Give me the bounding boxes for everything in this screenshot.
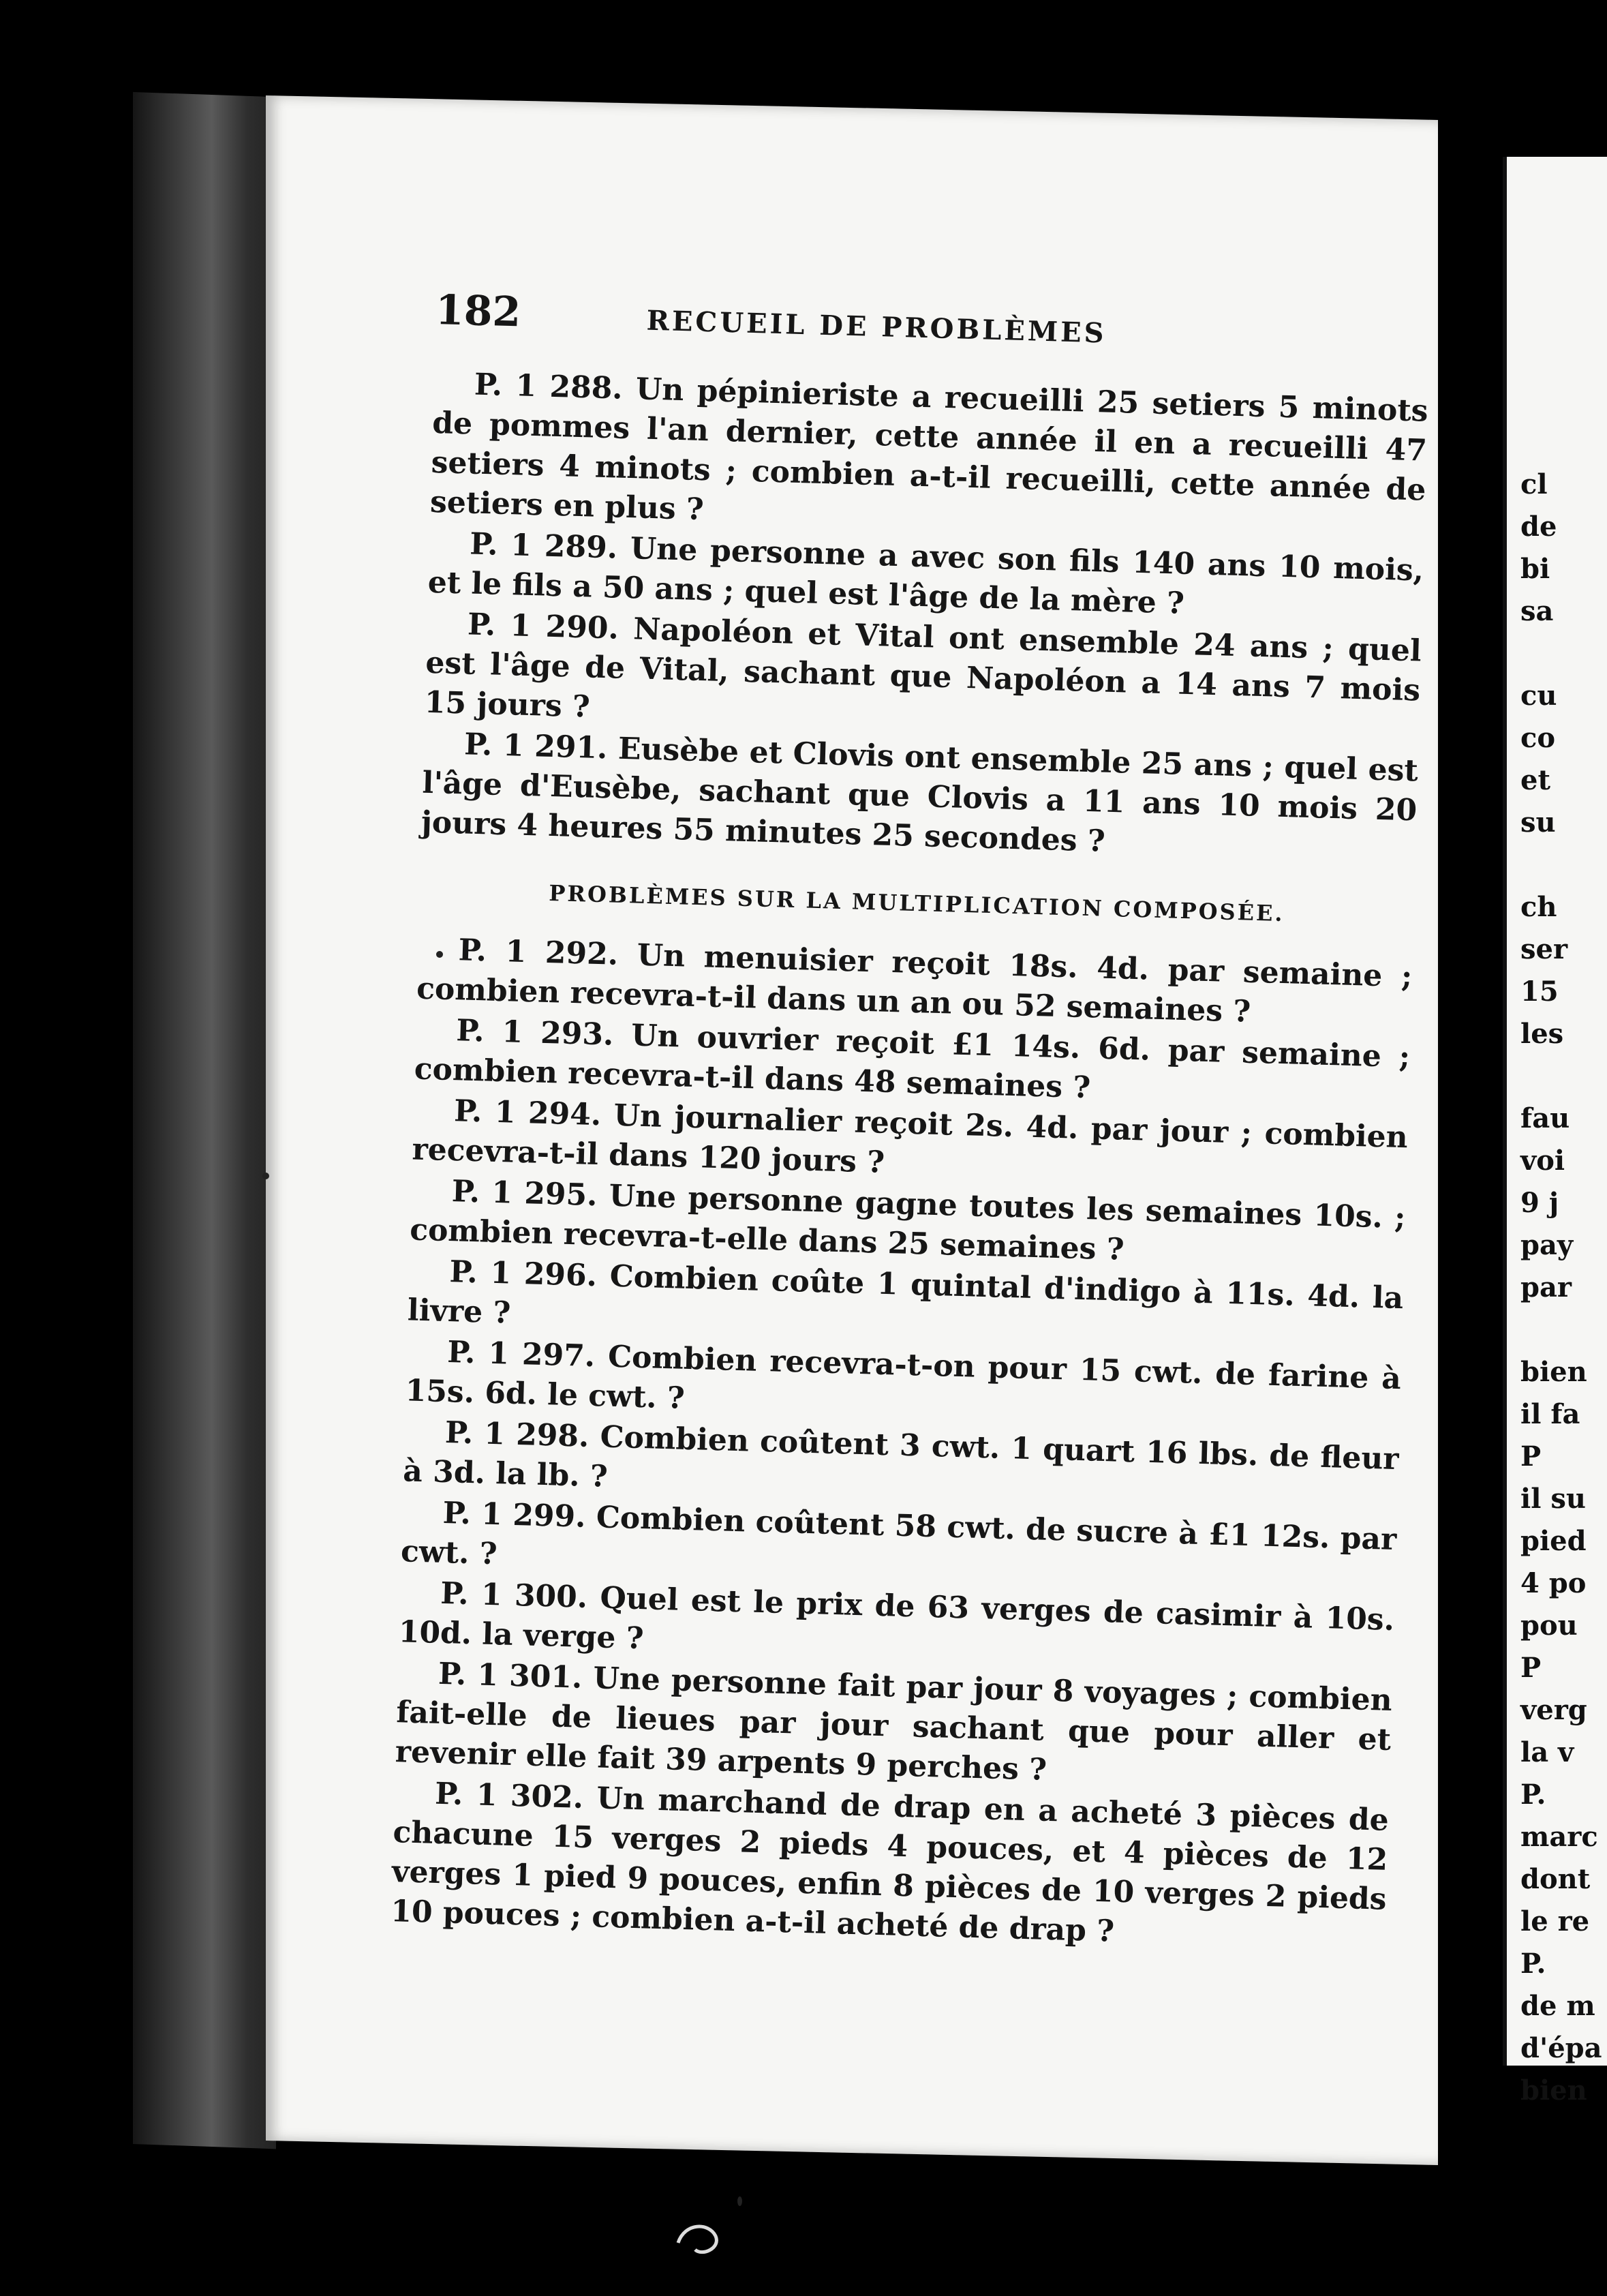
- facing-page-fragment: sa: [1520, 595, 1554, 627]
- facing-page-fragment: 9 j: [1520, 1187, 1559, 1219]
- facing-page-fragment: bi: [1520, 553, 1550, 585]
- facing-page-fragment: bien: [1520, 2074, 1587, 2106]
- facing-page-fragment: d'épa: [1520, 2032, 1602, 2064]
- facing-page-fragment: verg: [1520, 1694, 1587, 1726]
- page-content: [391, 286, 1431, 1961]
- facing-page-fragment: [1507, 633, 1607, 675]
- facing-page-fragment: par: [1520, 1271, 1572, 1303]
- facing-page-fragment: de: [1520, 511, 1557, 543]
- problem-paragraph: P. 1 291. Eusèbe et Clovis ont ensemble 25 ans ; quel est l'âge d'Eusèbe, sachant que Clovis a 11 ans 10 mois 20 jours 4 heures 55 minutes 25 secondes ?: [420, 727, 1419, 859]
- facing-page-fragment: fau: [1520, 1102, 1570, 1134]
- facing-page-fragment: il su: [1520, 1483, 1586, 1515]
- facing-page-fragment: les: [1520, 1018, 1564, 1050]
- ink-speck: [436, 951, 443, 958]
- problem-paragraph: P. 1 289. Une personne a avec son fils 140 ans 10 mois, et le fils a 50 ans ; quel est l'âge de la mère ?: [427, 526, 1424, 621]
- facing-page-fragment: [1507, 844, 1607, 886]
- problem-paragraph: P. 1 290. Napoléon et Vital ont ensemble 24 ans ; quel est l'âge de Vital, sachant que Napoléon a 14 ans 7 mois 15 jours ?: [424, 607, 1422, 725]
- facing-page-fragment: su: [1520, 806, 1556, 839]
- facing-page-fragment: pou: [1520, 1610, 1578, 1642]
- problem-paragraph: P. 1 301. Une personne fait par jour 8 voyages ; combien fait-elle de lieues par jour sachant que pour aller et revenir elle fait 39 arpents 9 perches ?: [395, 1656, 1393, 1787]
- facing-page-fragment: ser: [1520, 933, 1568, 965]
- facing-page-fragment: cl: [1520, 468, 1548, 500]
- facing-page-fragment: voi: [1520, 1145, 1565, 1177]
- problem-paragraph: P. 1 299. Combien coûtent 58 cwt. de sucre à £1 12s. par cwt. ?: [400, 1495, 1397, 1572]
- facing-page-fragment: [1507, 1055, 1607, 1098]
- facing-page-fragment: cu: [1520, 680, 1557, 712]
- facing-page-fragment: bien: [1520, 1356, 1587, 1388]
- facing-page-fragment: 4 po: [1520, 1567, 1587, 1599]
- facing-page-fragment: P.: [1520, 1779, 1546, 1811]
- book-spine-edge: [133, 92, 276, 2149]
- problem-paragraph: P. 1 297. Combien recevra-t-on pour 15 cwt. de farine à 15s. 6d. le cwt. ?: [405, 1335, 1402, 1416]
- problem-paragraph: P. 1 300. Quel est le prix de 63 verges de casimir à 10s. 10d. la verge ?: [398, 1575, 1395, 1657]
- running-title: RECUEIL DE PROBLÈMES: [646, 304, 1107, 350]
- facing-page-fragment: marc: [1520, 1821, 1598, 1853]
- problem-paragraph: P. 1 292. Un menuisier reçoit 18s. 4d. par semaine ; combien recevra-t-il dans un an ou 52 semaines ?: [416, 933, 1413, 1029]
- problem-paragraph: P. 1 293. Un ouvrier reçoit £1 14s. 6d. par semaine ; combien recevra-t-il dans 48 semaines ?: [414, 1013, 1411, 1106]
- problem-paragraph: P. 1 295. Une personne gagne toutes les semaines 10s. ; combien recevra-t-elle dans 25 semaines ?: [409, 1174, 1407, 1267]
- ink-speck: [262, 1173, 269, 1179]
- facing-page-fragment: et: [1520, 764, 1550, 796]
- facing-page-fragment: P.: [1520, 1948, 1546, 1980]
- facing-page-fragment: 15: [1520, 976, 1559, 1008]
- facing-page-fragment: [1507, 1309, 1607, 1351]
- facing-page-fragment: la v: [1520, 1736, 1574, 1768]
- facing-page-fragment: de m: [1520, 1990, 1595, 2022]
- facing-page-fragment: pied: [1520, 1525, 1587, 1557]
- squiggle-mark: [668, 2216, 736, 2270]
- facing-page-edge: [1503, 157, 1607, 2106]
- facing-page-fragment: il fa: [1520, 1398, 1580, 1430]
- problem-paragraph: P. 1 294. Un journalier reçoit 2s. 4d. par jour ; combien recevra-t-il dans 120 jours ?: [411, 1093, 1409, 1180]
- facing-page-fragments: [1507, 157, 1607, 2112]
- page-number: 182: [435, 286, 522, 337]
- problem-paragraph: P. 1 296. Combien coûte 1 quintal d'indigo à 11s. 4d. la livre ?: [407, 1254, 1404, 1331]
- facing-page-fragment: P: [1520, 1440, 1542, 1472]
- facing-page-fragment: co: [1520, 722, 1556, 754]
- ink-speck: [737, 2196, 742, 2206]
- problem-paragraph: P. 1 298. Combien coûtent 3 cwt. 1 quart 16 lbs. de fleur à 3d. la lb. ?: [402, 1415, 1400, 1494]
- problem-paragraph: P. 1 302. Un marchand de drap en a acheté 3 pièces de chacune 15 verges 2 pieds 4 pouces, et 4 pièces de 12 verges 1 pied 9 pouces, enfin 8 pièces de 10 verges 2 pieds 10 pouces ; combien a-t-il acheté de drap ?: [390, 1776, 1390, 1949]
- facing-page-fragment: pay: [1520, 1229, 1574, 1261]
- facing-page-fragment: dont: [1520, 1863, 1591, 1895]
- problem-paragraph: P. 1 288. Un pépinieriste a recueilli 25 setiers 5 minots de pommes l'an dernier, cette année il en a recueilli 47 setiers 4 minots ; combien a-t-il recueilli, cette année de setiers en plus ?: [429, 367, 1429, 528]
- facing-page-fragment: le re: [1520, 1905, 1590, 1937]
- section-heading: PROBLÈMES SUR LA MULTIPLICATION COMPOSÉE.: [548, 879, 1285, 927]
- facing-page-fragment: ch: [1520, 891, 1557, 923]
- facing-page-fragment: P: [1520, 1652, 1542, 1684]
